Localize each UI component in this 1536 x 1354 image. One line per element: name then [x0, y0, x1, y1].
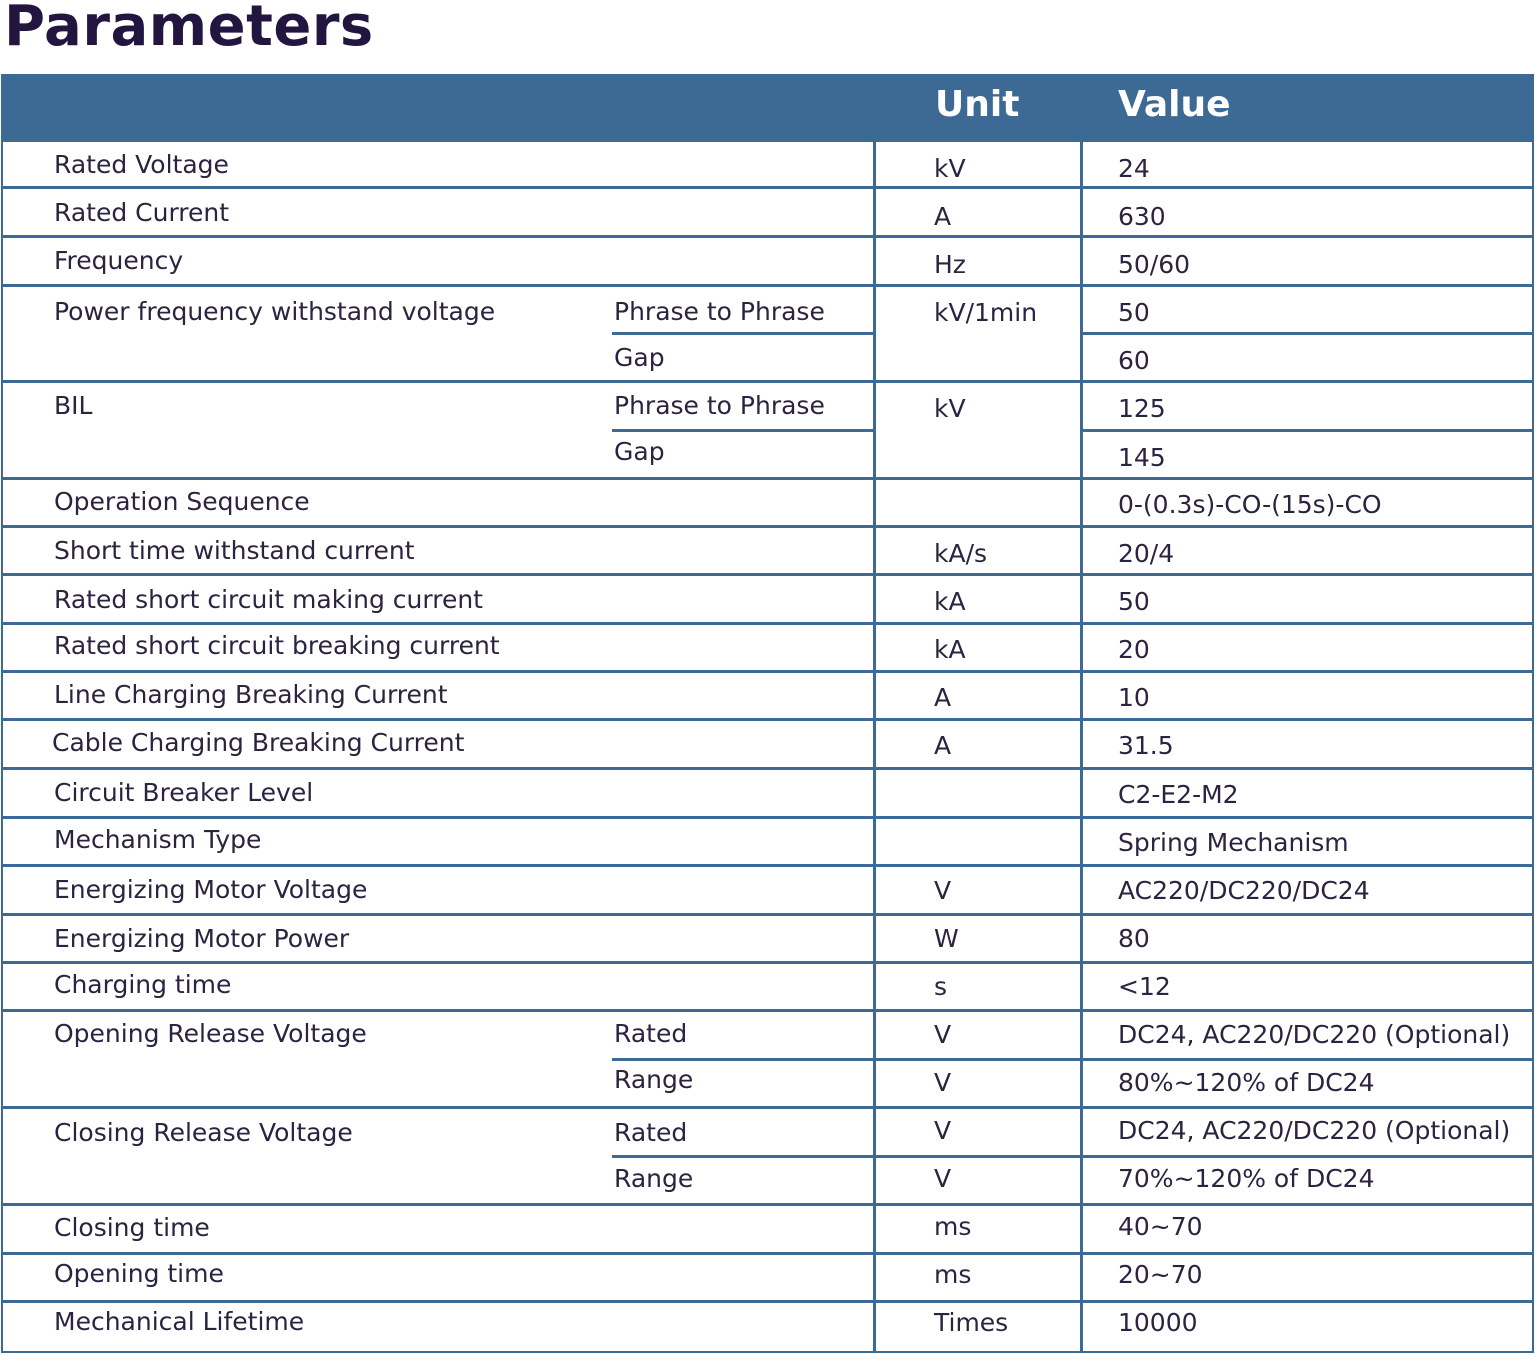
row-param: Energizing Motor Voltage — [54, 875, 368, 904]
row-value: 80 — [1118, 924, 1150, 953]
row-param: Rated short circuit breaking current — [54, 631, 500, 660]
row-param: Rated Current — [54, 198, 230, 227]
row-value: 0-(0.3s)-CO-(15s)-CO — [1118, 490, 1382, 519]
row-divider — [1, 1203, 1534, 1206]
row-param: Power frequency withstand voltage — [54, 297, 496, 326]
row-subparam: Phrase to Phrase — [614, 297, 825, 326]
subrow-divider — [1080, 429, 1534, 432]
row-subparam: Gap — [614, 343, 665, 372]
table-frame — [1, 74, 1534, 1353]
row-param: Frequency — [54, 246, 184, 275]
row-value: C2-E2-M2 — [1118, 780, 1239, 809]
row-divider — [1, 864, 1534, 867]
row-value: 20/4 — [1118, 539, 1175, 568]
row-value: 24 — [1118, 154, 1150, 183]
row-unit: V — [934, 1116, 952, 1145]
subrow-divider — [612, 1058, 1534, 1061]
row-unit: s — [934, 972, 948, 1001]
column-divider-value — [1080, 142, 1083, 1353]
row-value: 10 — [1118, 683, 1150, 712]
column-divider-unit — [873, 142, 876, 1353]
row-value: DC24, AC220/DC220 (Optional) — [1118, 1020, 1511, 1049]
row-unit: V — [934, 1020, 952, 1049]
subrow-divider — [612, 1155, 1534, 1158]
row-unit: ms — [934, 1212, 972, 1241]
row-divider — [1, 380, 1534, 383]
row-unit: ms — [934, 1260, 972, 1289]
row-divider — [1, 767, 1534, 770]
row-param: Energizing Motor Power — [54, 924, 350, 953]
row-divider — [1, 961, 1534, 964]
header-unit: Unit — [935, 84, 1020, 125]
row-unit: kV — [934, 154, 966, 183]
row-param: Mechanical Lifetime — [54, 1307, 305, 1336]
row-value: 50 — [1118, 298, 1150, 327]
row-unit: V — [934, 876, 952, 905]
row-param: Line Charging Breaking Current — [54, 680, 448, 709]
row-divider — [1, 622, 1534, 625]
subrow-divider — [1080, 332, 1534, 335]
row-unit: kA — [934, 587, 966, 616]
row-value: AC220/DC220/DC24 — [1118, 876, 1370, 905]
row-divider — [1, 1300, 1534, 1303]
subrow-divider — [612, 332, 875, 335]
row-value: Spring Mechanism — [1118, 828, 1349, 857]
row-param: Closing time — [54, 1213, 210, 1242]
row-value: 145 — [1118, 443, 1166, 472]
row-subparam: Range — [614, 1065, 694, 1094]
row-param: Short time withstand current — [54, 536, 415, 565]
row-unit: A — [934, 731, 952, 760]
row-unit: kV/1min — [934, 298, 1038, 327]
row-value: 125 — [1118, 394, 1166, 423]
row-divider — [1, 1009, 1534, 1012]
row-divider — [1, 1252, 1534, 1255]
row-value: <12 — [1118, 972, 1171, 1001]
row-value: 10000 — [1118, 1308, 1198, 1337]
row-unit: V — [934, 1164, 952, 1193]
row-value: 630 — [1118, 202, 1166, 231]
row-unit: kA — [934, 635, 966, 664]
row-unit: kA/s — [934, 539, 988, 568]
row-subparam: Gap — [614, 437, 665, 466]
row-param: Operation Sequence — [54, 487, 310, 516]
row-unit: Times — [934, 1308, 1009, 1337]
row-unit: A — [934, 683, 952, 712]
row-unit: kV — [934, 394, 966, 423]
subrow-divider — [612, 429, 875, 432]
row-divider — [1, 816, 1534, 819]
row-unit: A — [934, 202, 952, 231]
row-value: 40~70 — [1118, 1212, 1203, 1241]
row-divider — [1, 718, 1534, 721]
row-value: 80%~120% of DC24 — [1118, 1068, 1375, 1097]
row-value: 50 — [1118, 587, 1150, 616]
row-divider — [1, 186, 1534, 189]
row-param: Closing Release Voltage — [54, 1118, 353, 1147]
row-divider — [1, 477, 1534, 480]
row-param: Mechanism Type — [54, 825, 262, 854]
row-subparam: Rated — [614, 1019, 688, 1048]
row-value: 60 — [1118, 346, 1150, 375]
row-subparam: Range — [614, 1164, 694, 1193]
row-param: BIL — [54, 391, 93, 420]
row-unit: W — [934, 924, 959, 953]
row-subparam: Phrase to Phrase — [614, 391, 825, 420]
row-value: 50/60 — [1118, 250, 1191, 279]
row-unit: V — [934, 1068, 952, 1097]
row-divider — [1, 913, 1534, 916]
row-divider — [1, 670, 1534, 673]
row-divider — [1, 1106, 1534, 1109]
page-title: Parameters — [4, 0, 374, 59]
row-divider — [1, 525, 1534, 528]
row-value: 70%~120% of DC24 — [1118, 1164, 1375, 1193]
row-param: Opening time — [54, 1259, 224, 1288]
row-divider — [1, 235, 1534, 238]
row-param: Rated short circuit making current — [54, 585, 483, 614]
row-value: 20~70 — [1118, 1260, 1203, 1289]
row-param: Circuit Breaker Level — [54, 778, 314, 807]
row-value: 31.5 — [1118, 731, 1174, 760]
table-header — [1, 74, 1534, 142]
row-param: Rated Voltage — [54, 150, 229, 179]
row-divider — [1, 284, 1534, 287]
row-param: Cable Charging Breaking Current — [52, 728, 465, 757]
row-param: Opening Release Voltage — [54, 1019, 367, 1048]
row-value: 20 — [1118, 635, 1150, 664]
row-unit: Hz — [934, 250, 966, 279]
row-value: DC24, AC220/DC220 (Optional) — [1118, 1116, 1511, 1145]
row-param: Charging time — [54, 970, 232, 999]
header-value: Value — [1118, 84, 1231, 125]
row-subparam: Rated — [614, 1118, 688, 1147]
row-divider — [1, 573, 1534, 576]
